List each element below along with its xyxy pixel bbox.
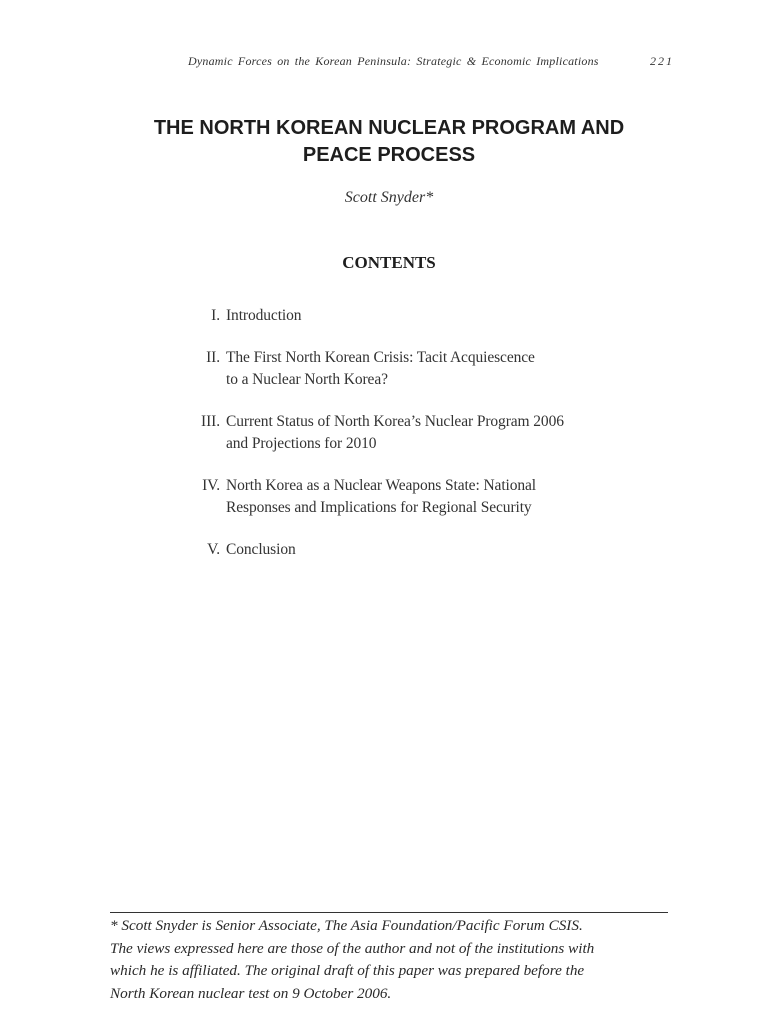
- table-of-contents: [190, 305, 630, 581]
- page-number: 221: [650, 54, 674, 68]
- toc-item: [190, 347, 630, 391]
- contents-heading: CONTENTS: [342, 253, 436, 272]
- toc-item-line: and Projections for 2010: [226, 435, 377, 452]
- toc-item-line: Current Status of North Korea’s Nuclear Program 2006: [226, 413, 564, 430]
- paper-title-line: PEACE PROCESS: [302, 144, 476, 166]
- footnote-line: which he is affiliated. The original draft of this paper was prepared before the: [110, 962, 585, 979]
- toc-item: [190, 539, 630, 561]
- footnote-line: The views expressed here are those of the author and not of the institutions with: [110, 939, 595, 957]
- toc-item-line: Introduction: [226, 307, 302, 324]
- toc-item-text: [226, 305, 630, 327]
- toc-item-text: [226, 475, 630, 519]
- toc-item-number: II.: [206, 349, 220, 366]
- paper-title-line: THE NORTH KOREAN NUCLEAR PROGRAM AND: [153, 117, 625, 139]
- running-head: [188, 54, 674, 69]
- toc-item-number: III.: [201, 413, 220, 430]
- toc-item-text: [226, 347, 630, 391]
- toc-item-line: The First North Korean Crisis: Tacit Acquiescence: [226, 349, 535, 366]
- footnote-line: * Scott Snyder is Senior Associate, The Asia Foundation/Pacific Forum CSIS.: [110, 917, 583, 934]
- toc-item-number: IV.: [202, 477, 220, 494]
- toc-item-line: Responses and Implications for Regional Security: [226, 499, 532, 516]
- toc-item-line: North Korea as a Nuclear Weapons State: National: [226, 477, 537, 494]
- footnote-divider: [110, 912, 668, 913]
- footnote-line: North Korean nuclear test on 9 October 2006.: [110, 984, 392, 1002]
- toc-item-line: Conclusion: [226, 541, 296, 558]
- footnote: [110, 915, 672, 1005]
- paper-title: [80, 115, 698, 169]
- toc-item-number: I.: [211, 307, 220, 324]
- toc-item: [190, 411, 630, 455]
- toc-item: [190, 475, 630, 519]
- toc-item-text: [226, 411, 630, 455]
- running-head-title: Dynamic Forces on the Korean Peninsula: Strategic & Economic Implications: [188, 54, 599, 68]
- toc-item-number: V.: [207, 541, 220, 558]
- toc-item: [190, 305, 630, 327]
- author-name: Scott Snyder*: [344, 189, 434, 206]
- toc-item-text: [226, 539, 630, 561]
- toc-item-line: to a Nuclear North Korea?: [226, 371, 388, 388]
